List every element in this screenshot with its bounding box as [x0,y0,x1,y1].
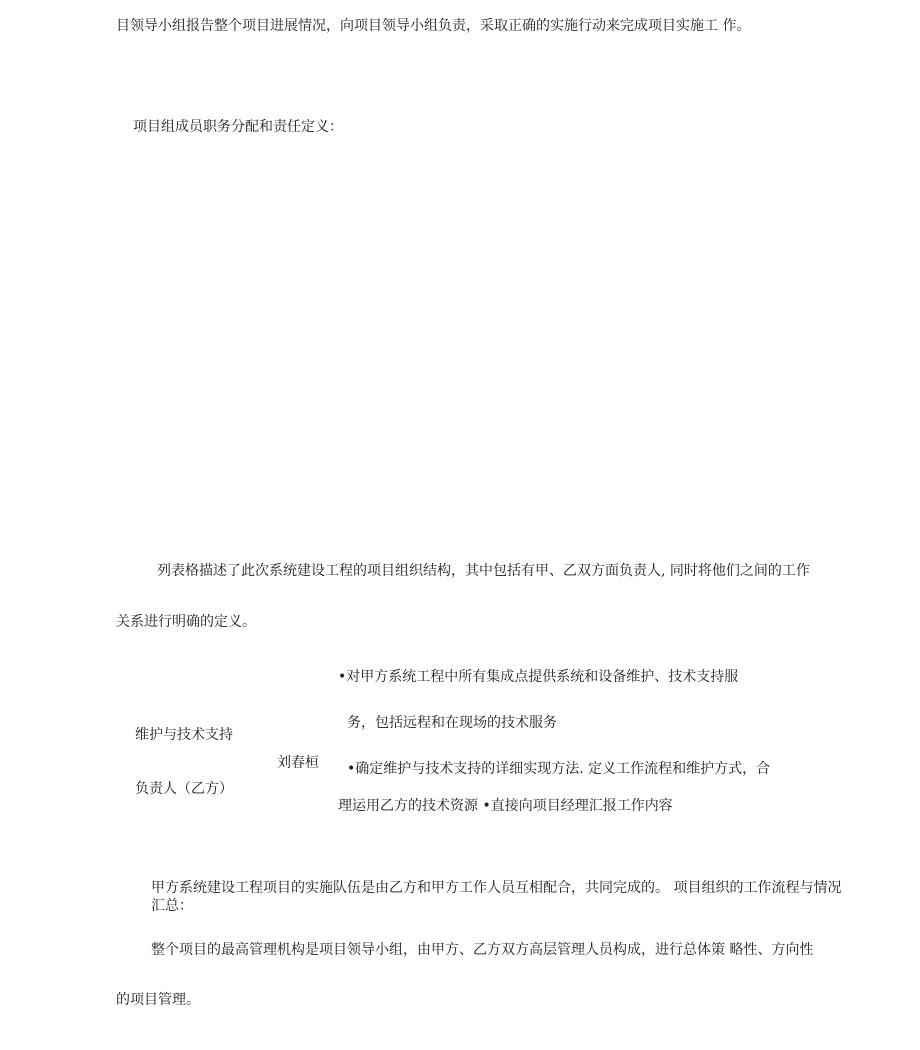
paragraph-1-line-2: 关系进行明确的定义。 [116,614,256,630]
duty-line-2: 务，包括远程和在现场的技术服务 [347,715,557,731]
person-name: 刘春桓 [277,755,319,771]
section-heading-roles: 项目组成员职务分配和责任定义： [133,119,343,135]
paragraph-3-line-1: 整个项目的最高管理机构是项目领导小组，由甲方、乙方双方高层管理人员构成，进行总体策 略性、方向性 [151,942,814,958]
text-line-top: 目领导小组报告整个项目进展情况，向项目领导小组负责，采取正确的实施行动来完成项目实施工 作。 [116,18,751,34]
role-name-line-2: 负责人（乙方） [135,781,233,797]
duty-line-4: 理运用乙方的技术资源 •直接向项目经理汇报工作内容 [338,798,673,814]
paragraph-1-line-1: 列表格描述了此次系统建设工程的项目组织结构，其中包括有甲、乙双方面负责人, 同时将他们之间的工作 [157,563,810,579]
paragraph-3-line-2: 的项目管理。 [116,992,200,1008]
duty-line-1: •对甲方系统工程中所有集成点提供系统和设备维护、技术支持服 [338,669,739,685]
duty-line-3: •确定维护与技术支持的详细实现方法. 定义工作流程和维护方式，合 [347,761,771,777]
paragraph-2: 甲方系统建设工程项目的实施队伍是由乙方和甲方工作人员互相配合，共同完成的。 项目组织的工作流程与情况汇总： [151,880,842,914]
role-name-line-1: 维护与技术支持 [135,727,233,743]
